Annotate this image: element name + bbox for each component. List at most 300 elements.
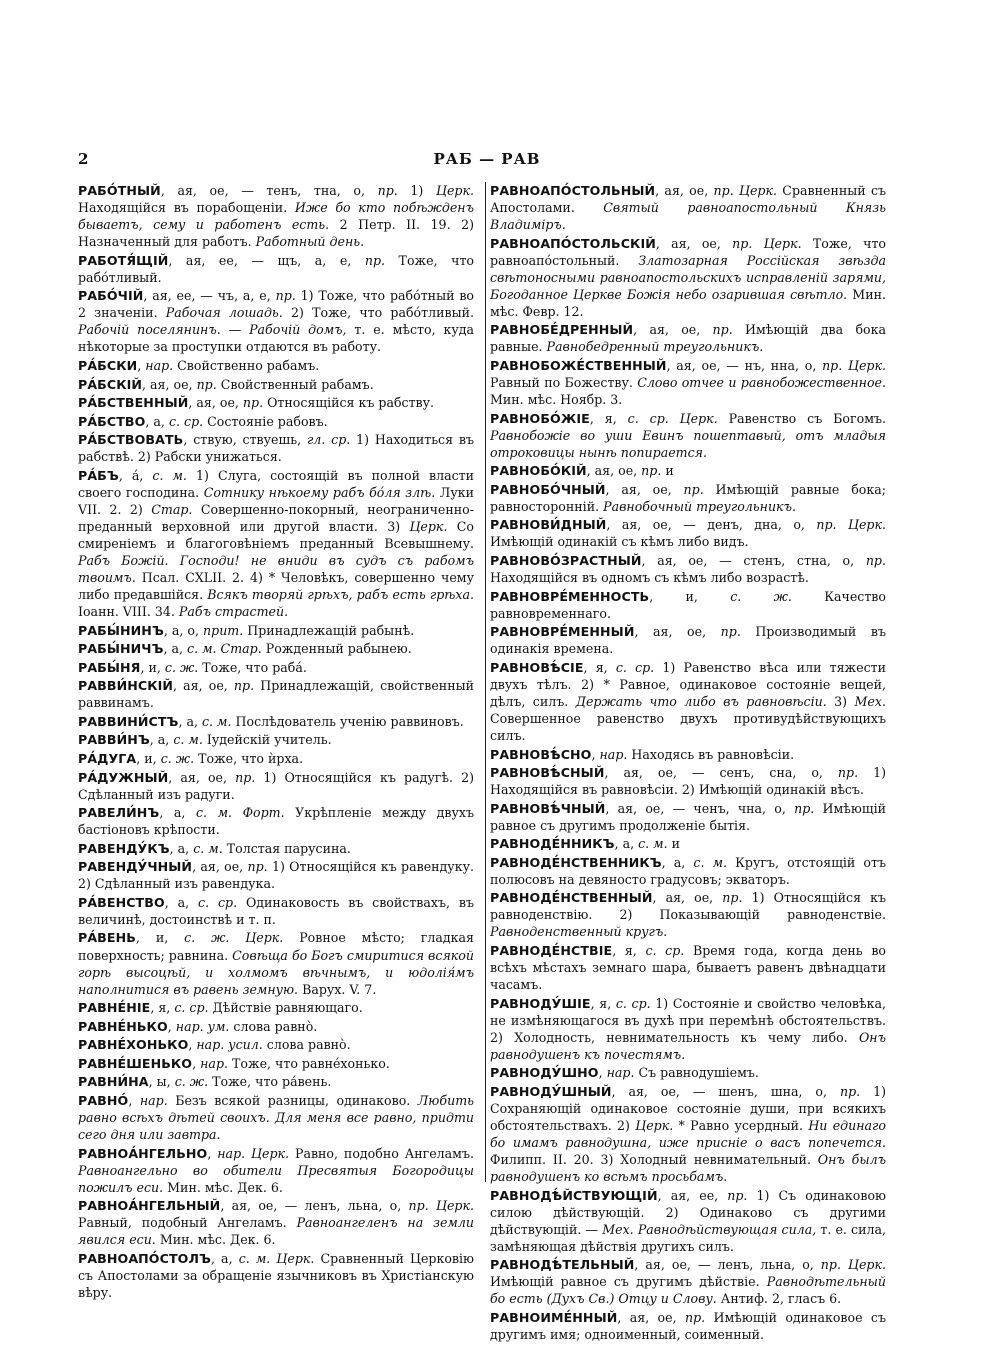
entry-text: Мин. мѣс. Дек. 6. — [163, 1179, 283, 1195]
entry-italic-text: Равноангельно во обители Пресвятыя Богородицы пожилъ еси. — [78, 1162, 474, 1195]
entry-italic-text: Держать что либо въ равновѣсіи. — [575, 693, 827, 709]
entry-headword: РАВЕЛИ́НЪ — [78, 805, 160, 821]
dictionary-entry — [78, 252, 474, 286]
dictionary-entry — [78, 413, 474, 430]
entry-text: , а́, — [118, 467, 153, 483]
entry-headword: РАВНЕ́ХОНЬКО — [78, 1037, 189, 1053]
dictionary-entry — [490, 746, 886, 763]
entry-italic-text: Рабочая лошадь. — [165, 305, 283, 321]
dictionary-entry — [490, 854, 886, 888]
dictionary-entry — [78, 731, 474, 748]
entry-text: Имѣющій равное съ другимъ продолженіе бытія. — [490, 800, 886, 833]
entry-text: , а, — [159, 805, 196, 821]
entry-italic-text: пр. — [196, 376, 217, 392]
entry-text: , ая, ое, — стенъ, стна, о, — [641, 552, 866, 568]
entry-headword: РА́ДУГА — [78, 751, 137, 766]
dictionary-entry — [78, 1073, 474, 1090]
dictionary-entry — [78, 467, 474, 620]
dictionary-entry — [490, 800, 886, 834]
entry-text: , ая, ое, — ченъ, чна, о, — [605, 800, 795, 816]
entry-text: , а, — [163, 641, 188, 657]
entry-headword: РАВЕНДУ́ЧНЫЙ — [78, 859, 193, 875]
entry-headword: РАВНОБЕ́ДРЕННЫЙ — [490, 322, 634, 338]
entry-headword: РАВНОВИ́ДНЫЙ — [490, 517, 607, 533]
dictionary-entry — [490, 995, 886, 1063]
entry-headword: РАВНОДЕ́НСТВЕННИКЪ — [490, 854, 662, 870]
entry-headword: РАВНОВѢ́ЧНЫЙ — [490, 800, 606, 816]
entry-italic-text: Ни единаго бо имамъ равнодушна, иже присніе о васъ попечется. — [490, 1117, 886, 1151]
entry-italic-text: Рабъ страстей. — [178, 604, 289, 620]
dictionary-entry — [78, 677, 474, 711]
entry-text: Послѣдователь ученію раввиновъ. — [231, 713, 464, 729]
entry-text: Имѣющій два бока равные. — [490, 322, 886, 355]
entry-headword: РАБЫ́НЯ — [78, 659, 141, 675]
entry-text: Толстая парусина. — [222, 840, 351, 856]
entry-headword: РАВНОДУ́ШНО — [490, 1065, 599, 1081]
entry-headword: РА́БСКІЙ — [78, 376, 143, 392]
dictionary-entry — [490, 942, 886, 993]
entry-text: Тоже, что раба́. — [198, 659, 307, 675]
entry-italic-text: с. м. — [638, 836, 668, 852]
dictionary-entry — [490, 659, 886, 744]
entry-text: 1) Тоже, что рабо́тный во 2 значеніи. — [78, 288, 474, 321]
entry-headword: РАВНОБОЖЕ́СТВЕННЫЙ — [490, 357, 667, 373]
entry-text: 1) Относящійся къ равендуку. 2) Сдѣланный изъ равендука. — [78, 859, 475, 892]
entry-text: , ая, ое, — [142, 376, 197, 392]
entry-headword: РА́БЪ — [78, 467, 119, 483]
entry-headword: РАВНОБО́ЧНЫЙ — [490, 481, 606, 497]
entry-italic-text: с. ср. — [615, 659, 655, 675]
dictionary-entry — [490, 321, 886, 355]
entry-text: 1) — [397, 183, 436, 198]
entry-italic-text: Рабъ Божій. Господи! не вниди въ судъ съ рабомъ твоимъ. — [78, 552, 474, 586]
entry-text: Тоже, что равне́хонько. — [228, 1055, 390, 1071]
entry-italic-text: Церк. — [635, 1117, 674, 1133]
entry-headword: РАВНОДЕ́НСТВЕННЫЙ — [490, 890, 653, 906]
entry-headword: РАВНОДУ́ШІЕ — [490, 995, 591, 1011]
entry-text: , ы, — [148, 1074, 175, 1090]
entry-italic-text: Онъ равнодушенъ къ почестямъ. — [490, 1029, 886, 1062]
dictionary-entry — [490, 516, 886, 550]
entry-headword: РАВНОВѢ́СІЕ — [490, 659, 584, 675]
entry-text: , и, — [649, 588, 731, 604]
dictionary-entry — [78, 1197, 474, 1248]
dictionary-entry — [490, 1064, 886, 1081]
dictionary-entry — [78, 1250, 474, 1301]
entry-italic-text: пр. Церк. — [820, 1257, 887, 1273]
entry-italic-text: нар. ум. — [175, 1018, 230, 1034]
entry-text: , и, — [135, 930, 185, 946]
entry-text: Принадлежащій рабынѣ. — [243, 622, 415, 638]
entry-text: Іоанн. VIII. 34. — [78, 604, 179, 620]
entry-italic-text: пр. Церк. — [732, 235, 802, 251]
entry-italic-text: Работный день. — [255, 234, 365, 250]
dictionary-entry — [78, 713, 474, 730]
dictionary-entry — [490, 835, 886, 852]
entry-text: , — [591, 746, 600, 762]
entry-headword: РАВНОБО́КІЙ — [490, 463, 587, 479]
entry-italic-text: Златозарная Россійская звѣзда свѣтоносными равноапостольскихъ исправленій зарями, Богоданное Церкве Божія небо озарившая свѣтло. — [490, 252, 886, 302]
entry-italic-text: пр. — [242, 395, 264, 411]
entry-italic-text: пр. — [712, 322, 733, 338]
entry-headword: РАВВИ́НЪ — [78, 732, 150, 748]
entry-italic-text: Равноангеленъ на земли явился еси. — [78, 1215, 474, 1248]
entry-italic-text: с. ср. — [168, 413, 204, 429]
entry-italic-text: прит. — [203, 622, 244, 638]
entry-italic-text: с. м. Стар. — [187, 641, 262, 657]
entry-italic-text: Равнобедренный треугольникъ. — [546, 339, 764, 355]
entry-text: , ая, ое, — [173, 678, 234, 694]
entry-text: , а, — [145, 413, 169, 429]
entry-italic-text: Церк. — [435, 183, 474, 198]
entry-headword: РАВНОАПО́СТОЛЬСКІЙ — [490, 235, 656, 251]
entry-text: , ая, ое, — [168, 769, 236, 785]
entry-text: , ая, ее, — чъ, а, е, — [143, 288, 276, 304]
dictionary-entry — [78, 1018, 474, 1035]
dictionary-entry — [78, 394, 474, 411]
entry-text: 3) — [826, 693, 855, 709]
entry-italic-text: с. ж. — [174, 1074, 209, 1090]
entry-text: , ая, ее, — [657, 1187, 728, 1203]
entry-italic-text: с. ж. — [730, 588, 792, 604]
entry-text: Со смиреніемъ и благоговѣніемъ преданный Всевышнему. — [78, 518, 474, 551]
entry-text: , — [137, 357, 146, 373]
entry-text: , ая, ое, — сенъ, сна, о, — [604, 765, 838, 781]
entry-italic-text: с. ср. — [645, 943, 685, 959]
entry-italic-text: пр. Церк. — [816, 517, 887, 533]
entry-text: Одинаковость въ свойствахъ, въ величинѣ, достоинствѣ и т. п. — [78, 894, 474, 927]
entry-text: , я, — [589, 410, 628, 426]
entry-text: Тоже, что рабо́тливый. — [78, 252, 474, 285]
dictionary-entry — [78, 1055, 474, 1072]
entry-text: Тоже, что ра́вень. — [208, 1074, 332, 1090]
dictionary-entry — [78, 769, 474, 803]
entry-italic-text: Святый равноапостольный Князь Владиміръ. — [490, 200, 886, 233]
entry-text: Находящійся въ одномъ съ кѣмъ либо возрастѣ. — [490, 570, 809, 586]
entry-text: , ая, ое, — [586, 463, 642, 479]
dictionary-entry — [78, 357, 474, 374]
dictionary-entry — [490, 410, 886, 461]
entry-headword: РАБО́ЧІЙ — [78, 288, 144, 304]
entry-italic-text: нар. Церк. — [217, 1145, 290, 1161]
entry-italic-text: пр. — [233, 678, 255, 694]
dictionary-entry — [78, 750, 474, 767]
entry-text: Тоже, что ѝрха. — [194, 751, 304, 766]
entry-text: Мин. мѣс. Ноябр. 3. — [490, 392, 623, 408]
column-divider — [485, 182, 486, 1182]
entry-headword: РАВНОДЕ́ННИКЪ — [490, 836, 615, 852]
entry-text: , — [128, 1092, 140, 1108]
entry-headword: РА́ВЕНЬ — [78, 930, 136, 946]
entry-headword: РАБО́ТНЫЙ — [78, 183, 161, 198]
entry-text: Совершенно-покорный, неограниченно-преданный верховной или другой власти. 3) — [78, 501, 474, 534]
entry-headword: РАВНОИМЕ́ННЫЙ — [490, 1310, 618, 1325]
entry-italic-text: пр. — [722, 890, 743, 906]
entry-italic-text: Совѣща бо Богъ смиритися всякой горѣ высоцѣй, и холмомъ вѣчнымъ, и юдолія́мъ наполнитися въ равень земную. — [78, 947, 474, 997]
entry-headword: РАВНОДЕ́НСТВІЕ — [490, 943, 613, 959]
entry-headword: РАВНОА́НГЕЛЬНО — [78, 1145, 208, 1161]
entry-text: и — [667, 836, 681, 852]
entry-italic-text: нар. — [606, 1065, 635, 1081]
entry-text: Кругъ, отстоящій отъ полюсовъ на девяносто градусовъ; экваторъ. — [490, 854, 886, 887]
entry-italic-text: пр. — [727, 1187, 748, 1203]
entry-text: Укрѣпленіе между двухъ бастіоновъ крѣпости. — [78, 805, 474, 838]
entry-italic-text: нар. — [139, 1092, 168, 1108]
entry-italic-text: пр. — [377, 183, 398, 198]
entry-headword: РА́БСКИ — [78, 357, 138, 373]
entry-text: Дѣйствіе равняющаго. — [208, 1000, 363, 1016]
entry-text: Безъ всякой разницы, одинаково. — [167, 1092, 418, 1108]
entry-headword: РАВНОАПО́СТОЛЪ — [78, 1250, 211, 1266]
dictionary-entry — [78, 287, 474, 355]
entry-text: 1) Относящійся къ радугѣ. 2) Сдѣланный изъ радуги. — [78, 769, 474, 802]
entry-text: , ая, ое, — [652, 890, 723, 906]
entry-headword: РА́ДУЖНЫЙ — [78, 769, 169, 785]
entry-headword: РАВНОВРЕ́МЕННЫЙ — [490, 624, 635, 640]
entry-italic-text: Равнобочный треугольникъ. — [603, 498, 796, 514]
entry-text: , а, — [210, 1250, 239, 1266]
entry-text: , а, — [178, 713, 202, 729]
entry-headword: РАВНОБО́ЖІЕ — [490, 410, 590, 426]
entry-headword: РАВВИНИ́СТЪ — [78, 713, 179, 729]
entry-text: Находясь въ равновѣсіи. — [627, 746, 795, 762]
entry-text: и — [661, 463, 674, 479]
entry-text: , и, — [136, 751, 161, 766]
entry-headword: РАВНИ́НА — [78, 1074, 149, 1090]
entry-italic-text: с. ср. Церк. — [627, 410, 718, 426]
entry-italic-text: пр. Церк. — [822, 357, 886, 373]
entry-text: 2) Тоже, что рабо́тливый. — [282, 305, 474, 321]
entry-text: Рожденный рабынею. — [261, 641, 412, 657]
dictionary-entry — [78, 659, 474, 676]
entry-text: , ая, ое, — [633, 322, 713, 338]
dictionary-entry — [490, 764, 886, 798]
entry-italic-text: с. м. — [693, 854, 728, 870]
entry-italic-text: с. ср. — [615, 995, 651, 1011]
entry-italic-text: с. м. — [202, 713, 232, 729]
entry-headword: РАВНОА́НГЕЛЬНЫЙ — [78, 1198, 221, 1214]
entry-text: 2 Петр. II. 19. 2) Назначенный для работъ. — [78, 217, 474, 250]
entry-text: , а, — [169, 840, 194, 856]
entry-text: , ая, ое, — [617, 1310, 685, 1325]
entry-text: Псал. CXLII. 2. 4) * Человѣкъ, совершенно чему либо предавшійся. — [78, 570, 474, 603]
entry-italic-text: Равнобожіе во уши Евинъ пошептавый, отъ младыя отроковицы нынѣ попирается. — [490, 427, 886, 460]
entry-text: , я, — [612, 943, 646, 959]
entry-headword: РАВНОВѢ́СНЫЙ — [490, 765, 605, 781]
entry-text: слова равно̀. — [262, 1037, 351, 1053]
entry-italic-text: пр. — [641, 463, 662, 479]
entry-italic-text: Слово отчее и равнобожественное. — [637, 375, 886, 391]
entry-italic-text: Всякъ творяй грѣхъ, рабъ есть грѣха. — [207, 587, 474, 603]
entry-italic-text: нар. — [200, 1055, 229, 1071]
entry-text: 1) Находиться въ рабствѣ. 2) Рабски унижаться. — [78, 432, 475, 465]
entry-italic-text: Мех. — [854, 693, 886, 709]
entry-text: , ая, ее, — щъ, а, е, — [168, 252, 365, 268]
entry-headword: РА́БСТВОВАТЬ — [78, 432, 184, 448]
entry-text: , — [207, 1145, 218, 1161]
dictionary-entry — [490, 462, 886, 479]
entry-text: Свойственно рабамъ. — [173, 357, 320, 373]
dictionary-entry — [78, 929, 474, 997]
entry-text: , а, — [164, 894, 199, 910]
entry-italic-text: с. м. — [193, 840, 223, 856]
entry-text: Совершенное равенство двухъ противудѣйствующихъ силъ. — [490, 710, 886, 743]
entry-text: Мин. мѣс. Февр. 12. — [490, 286, 886, 319]
entry-text: , — [188, 1037, 197, 1053]
entry-text: , я, — [590, 995, 616, 1011]
entry-text: , я, — [583, 659, 616, 675]
entry-text: Имѣющій одинакій съ кѣмъ либо видъ. — [490, 534, 749, 550]
entry-text: 1) Слуга, состоящій въ полной власти своего господина. — [78, 467, 475, 500]
entry-text: Состояніе рабовъ. — [203, 413, 328, 429]
dictionary-entry — [78, 431, 474, 465]
entry-text: т. е. мѣсто, куда нѣкоторые за проступки отдаются въ работу. — [78, 322, 474, 355]
entry-italic-text: пр. — [275, 288, 296, 304]
left-column — [78, 182, 474, 1302]
entry-headword: РАВНО́ — [78, 1092, 129, 1108]
entry-text: , ая, ое, — денъ, дна, о, — [606, 517, 817, 533]
entry-text: Ровное мѣсто; гладкая поверхность; равнина. — [78, 930, 474, 963]
dictionary-entry — [490, 552, 886, 586]
entry-text: Сравненный Церковію съ Апостолами за обращеніе язычниковъ въ Христіанскую вѣру. — [78, 1250, 475, 1300]
entry-italic-text: пр. Церк. — [713, 183, 778, 198]
entry-text: Имѣющій равное съ другимъ дѣйствіе. — [490, 1274, 767, 1290]
entry-text: , ая, ое, — тенъ, тна, о, — [160, 183, 378, 198]
entry-text: , — [192, 1055, 201, 1071]
entry-italic-text: Рабочій поселянинъ. — Рабочій домъ, — [78, 322, 347, 338]
entry-text: , а, — [149, 732, 174, 748]
entry-text: 1) Съ одинаковою силою дѣйствующій. 2) Одинаково съ другими дѣйствующій. — — [490, 1187, 886, 1237]
dictionary-entry — [490, 1256, 886, 1307]
entry-italic-text: Стар. — [151, 501, 193, 517]
entry-text: Имѣющій равные бока; равносторонній. — [490, 481, 886, 514]
dictionary-entry — [490, 1187, 886, 1255]
entry-italic-text: пр. — [837, 765, 859, 781]
entry-headword: РАВНОАПО́СТОЛЬНЫЙ — [490, 183, 656, 198]
entry-italic-text: гл. ср. — [306, 432, 351, 448]
entry-italic-text: с. ж. Церк. — [184, 930, 284, 946]
entry-text: Производимый въ одинакія времена. — [490, 624, 886, 657]
entry-italic-text: пр. — [865, 552, 886, 568]
entry-text: , ая, ое, — [605, 481, 684, 497]
dictionary-entry — [78, 182, 474, 250]
entry-text: 1) Равенство вѣса или тяжести двухъ тѣлъ. 2) * Равное, одинаковое состояніе вещей, дѣлъ, силъ. — [490, 659, 886, 709]
entry-headword: РАВВИ́НСКІЙ — [78, 678, 174, 694]
entry-text: Равенство съ Богомъ. — [717, 410, 887, 426]
entry-headword: РАБЫ́НИНЪ — [78, 622, 164, 638]
entry-text: , ая, ое, — нъ, нна, о, — [666, 357, 823, 373]
entry-italic-text: нар. — [145, 357, 174, 373]
entry-italic-text: Церк. — [409, 518, 448, 534]
entry-italic-text: с. ср. — [174, 1000, 209, 1016]
entry-text: Свойственный рабамъ. — [216, 376, 374, 392]
entry-text: Время года, когда день во всѣхъ мѣстахъ земнаго шара, бываетъ равенъ двѣнадцати часамъ. — [490, 943, 886, 993]
dictionary-entry — [78, 894, 474, 928]
entry-text: Имѣющій одинаковое съ другимъ имя; одноименный, соименный. — [490, 1310, 886, 1343]
entry-text: Равный по Божеству. — [490, 375, 638, 391]
entry-italic-text: нар. — [599, 746, 628, 762]
entry-text: Равный, подобный Ангеламъ. — [78, 1215, 297, 1231]
entry-italic-text: с. м. Церк. — [238, 1250, 315, 1266]
entry-italic-text: с. м. — [173, 732, 203, 748]
entry-text: Сравненный съ Апостолами. — [490, 183, 887, 216]
dictionary-entry — [78, 1036, 474, 1053]
entry-text: Іудейскій учитель. — [202, 732, 332, 748]
entry-text: Луки VII. 2. 2) — [78, 484, 474, 517]
entry-text: , ая, ое, — [655, 235, 733, 251]
running-head: РАБ — РАВ — [433, 150, 541, 168]
dictionary-entry — [78, 1092, 474, 1143]
entry-text: , ая, ое, — [188, 395, 243, 411]
entry-text: , а, — [614, 836, 639, 852]
entry-italic-text: Иже бо кто побѣжденъ бываетъ, сему и работенъ есть. — [78, 200, 474, 233]
dictionary-entry — [78, 804, 474, 838]
entry-italic-text: Мех. Равнодѣйствующая сила, — [602, 1221, 817, 1237]
entry-text: Находящійся въ порабощеніи. — [78, 200, 295, 216]
entry-text: Принадлежащій, свойственный раввинамъ. — [78, 678, 474, 711]
entry-headword: РА́ВЕНСТВО — [78, 894, 165, 910]
entry-headword: РАВЕНДУ́КЪ — [78, 840, 170, 856]
right-column — [490, 182, 886, 1345]
dictionary-entry — [78, 640, 474, 657]
dictionary-entry — [78, 376, 474, 393]
entry-italic-text: пр. — [247, 859, 268, 875]
entry-italic-text: пр. — [794, 800, 815, 816]
entry-text: , и, — [140, 659, 165, 675]
dictionary-entry — [78, 858, 474, 892]
entry-text: , ая, ое, — [192, 859, 248, 875]
entry-headword: РАВНОДѢ́ЙСТВУЮЩІЙ — [490, 1187, 658, 1203]
entry-text: , а, о, — [163, 622, 204, 638]
entry-text: 1) Состояніе и свойство человѣка, не измѣняющагося въ духѣ при перемѣнѣ обстоятельствъ. 2) Холодность, невнимательность къ чему либо. — [490, 995, 886, 1045]
entry-italic-text: пр. Церк. — [408, 1198, 474, 1214]
entry-text: , ая, ое, — шенъ, шна, о, — [611, 1083, 840, 1099]
entry-text: Относящійся къ рабству. — [263, 395, 435, 411]
entry-headword: РАБОТЯ́ЩІЙ — [78, 252, 169, 268]
entry-text: Съ равнодушіемъ. — [634, 1065, 759, 1081]
dictionary-entry — [490, 182, 886, 233]
entry-headword: РАБЫ́НИЧЪ — [78, 641, 164, 657]
entry-text: , ая, ое, — ленъ, льна, о, — [220, 1198, 409, 1214]
entry-headword: РАВНЕ́НІЕ — [78, 1000, 151, 1016]
entry-headword: РАВНОДУ́ШНЫЙ — [490, 1083, 612, 1099]
dictionary-entry — [78, 999, 474, 1016]
dictionary-entry — [490, 1309, 886, 1343]
dictionary-entry — [490, 235, 886, 320]
entry-text: 1) Сохраняющій одинаковое состояніе души, при всякихъ обстоятельствахъ. 2) — [490, 1083, 886, 1133]
dictionary-entry — [78, 840, 474, 857]
page-header — [66, 150, 908, 172]
dictionary-entry — [490, 623, 886, 657]
entry-headword: РАВНЕ́НЬКО — [78, 1018, 168, 1034]
entry-italic-text: Равноденственный кругъ. — [490, 924, 668, 940]
entry-text: , ая, ое, — [634, 624, 721, 640]
entry-italic-text: Любить равно всѣхъ дѣтей своихъ. Для меня все равно, придти сего дня или завтра. — [78, 1092, 474, 1142]
page-number: 2 — [78, 150, 89, 168]
entry-italic-text: с. ж. — [164, 659, 199, 675]
dictionary-entry — [490, 357, 886, 408]
entry-headword: РАВНОВО́ЗРАСТНЫЙ — [490, 552, 642, 568]
entry-italic-text: Онъ былъ равнодушенъ ко всѣмъ просьбамъ. — [490, 1152, 887, 1185]
entry-text: , ая, ое, — [655, 183, 714, 198]
entry-headword: РА́БСТВО — [78, 413, 146, 429]
entry-italic-text: с. ж. — [160, 751, 195, 766]
entry-italic-text: с. м. Форт. — [195, 805, 285, 821]
entry-italic-text: Сотнику нѣкоему рабъ бо́ля злѣ. — [203, 484, 436, 500]
entry-italic-text: пр. — [720, 624, 741, 640]
entry-italic-text: нар. усил. — [196, 1037, 263, 1053]
entry-italic-text: пр. — [684, 1310, 706, 1325]
